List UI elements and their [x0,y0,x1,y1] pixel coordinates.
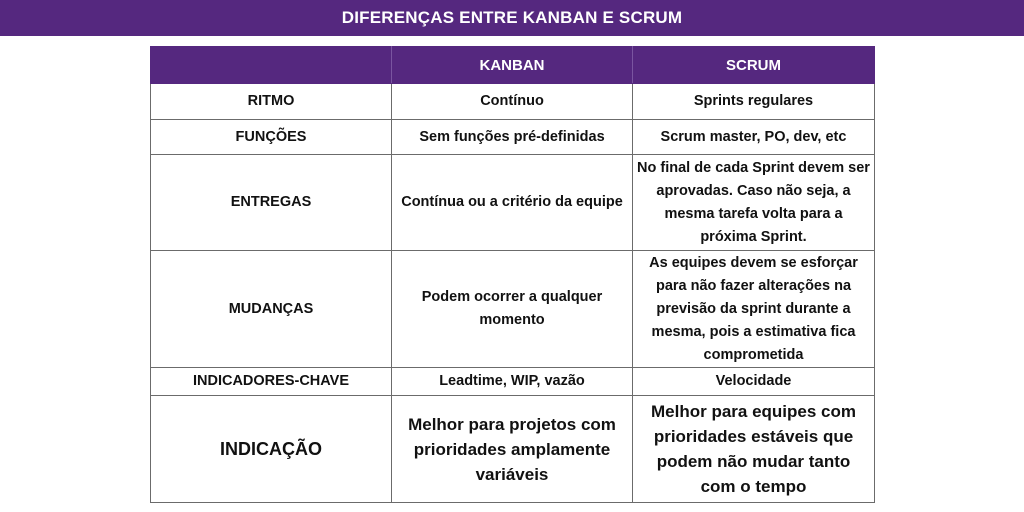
scrum-cell: Melhor para equipes com prioridades estáveis que podem não mudar tanto com o tempo [633,396,875,503]
scrum-cell: Scrum master, PO, dev, etc [633,120,875,155]
table-row [151,368,875,396]
row-label: FUNÇÕES [151,120,392,155]
table-row [151,155,875,251]
row-label: ENTREGAS [151,155,392,251]
table-row [151,120,875,155]
header-scrum: SCRUM [633,47,875,84]
kanban-cell: Podem ocorrer a qualquer momento [392,251,633,368]
scrum-cell: Sprints regulares [633,84,875,120]
comparison-table [150,46,875,503]
header-empty [151,47,392,84]
page-title: DIFERENÇAS ENTRE KANBAN E SCRUM [0,0,1024,36]
kanban-cell: Melhor para projetos com prioridades amplamente variáveis [392,396,633,503]
row-label: INDICADORES-CHAVE [151,368,392,396]
kanban-cell: Leadtime, WIP, vazão [392,368,633,396]
kanban-cell: Contínua ou a critério da equipe [392,155,633,251]
scrum-cell: As equipes devem se esforçar para não fazer alterações na previsão da sprint durante a mesma, pois a estimativa fica comprometida [633,251,875,368]
kanban-cell: Contínuo [392,84,633,120]
row-label: RITMO [151,84,392,120]
header-kanban: KANBAN [392,47,633,84]
table-row [151,396,875,503]
table-row [151,84,875,120]
row-label: MUDANÇAS [151,251,392,368]
scrum-cell: No final de cada Sprint devem ser aprovadas. Caso não seja, a mesma tarefa volta para a próxima Sprint. [633,155,875,251]
row-label: INDICAÇÃO [151,396,392,503]
scrum-cell: Velocidade [633,368,875,396]
kanban-cell: Sem funções pré-definidas [392,120,633,155]
table-header-row [151,47,875,84]
table-row [151,251,875,368]
